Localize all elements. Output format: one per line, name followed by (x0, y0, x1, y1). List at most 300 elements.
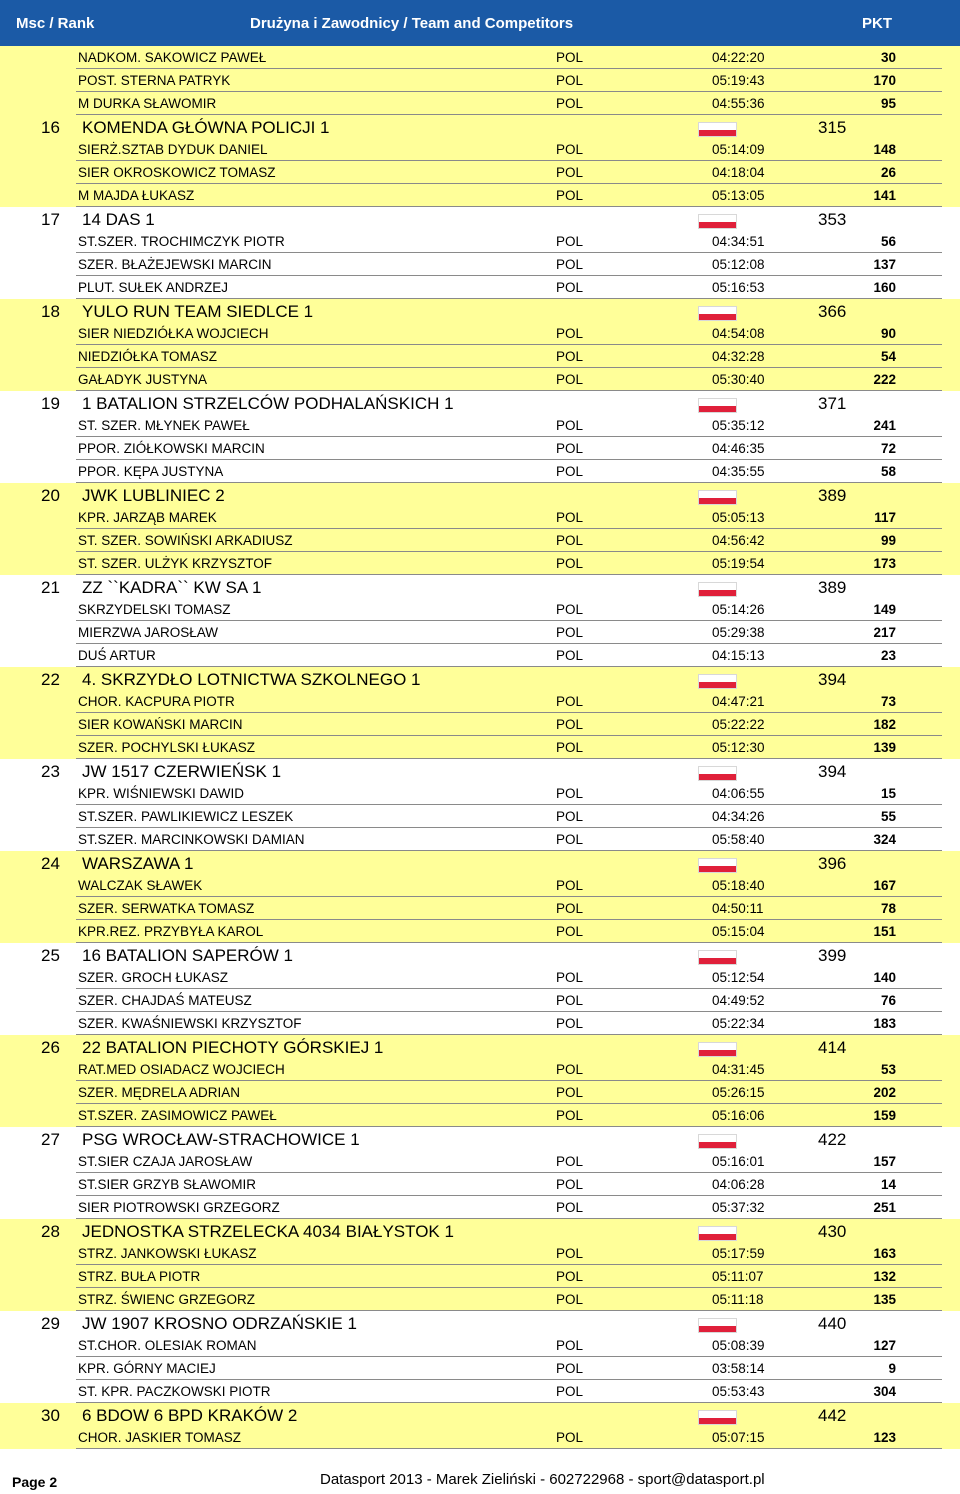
team-row (0, 575, 960, 598)
competitor-time: 04:18:04 (712, 165, 765, 180)
competitor-row (0, 1150, 960, 1173)
team-rank: 27 (41, 1130, 60, 1149)
competitor-nationality: POL (556, 257, 584, 272)
competitor-name: KPR. JARZĄB MAREK (78, 510, 217, 525)
competitor-points: 182 (873, 717, 896, 732)
competitor-time: 04:46:35 (712, 441, 765, 456)
competitor-name: KPR. GÓRNY MACIEJ (78, 1361, 216, 1376)
competitor-name: PLUT. SUŁEK ANDRZEJ (78, 280, 229, 295)
team-rank: 30 (41, 1406, 60, 1425)
competitor-points: 73 (880, 694, 896, 709)
points-column-header: PKT (862, 15, 892, 32)
competitor-time: 05:12:30 (712, 740, 765, 755)
competitor-row (0, 368, 960, 391)
team-row (0, 943, 960, 966)
competitor-name: ST.SIER CZAJA JAROSŁAW (78, 1154, 253, 1169)
team-row (0, 1311, 960, 1334)
competitor-points: 76 (880, 993, 896, 1008)
competitor-nationality: POL (556, 349, 584, 364)
competitor-points: 99 (880, 533, 896, 548)
team-row (0, 115, 960, 138)
competitor-points: 90 (880, 326, 896, 341)
competitor-row (0, 1380, 960, 1403)
competitor-time: 05:17:59 (712, 1246, 765, 1261)
competitor-row (0, 1426, 960, 1449)
competitor-nationality: POL (556, 510, 584, 525)
competitor-points: 160 (873, 280, 896, 295)
competitor-points: 151 (873, 924, 896, 939)
team-row (0, 1035, 960, 1058)
competitor-nationality: POL (556, 441, 584, 456)
competitor-points: 53 (880, 1062, 896, 1077)
competitor-time: 05:16:01 (712, 1154, 765, 1169)
competitor-row (0, 161, 960, 184)
poland-flag-icon (698, 122, 737, 137)
competitor-time: 04:35:55 (712, 464, 765, 479)
footer-credit: Datasport 2013 - Marek Zieliński - 602722968 - sport@datasport.pl (320, 1471, 765, 1488)
competitor-time: 05:14:09 (712, 142, 765, 157)
team-points: 414 (818, 1038, 847, 1057)
competitor-row (0, 345, 960, 368)
competitor-row (0, 1242, 960, 1265)
competitor-nationality: POL (556, 1292, 584, 1307)
competitor-nationality: POL (556, 1338, 584, 1353)
competitor-time: 05:05:13 (712, 510, 765, 525)
poland-flag-icon (698, 306, 737, 321)
competitor-row (0, 690, 960, 713)
competitor-time: 04:49:52 (712, 993, 765, 1008)
competitor-time: 04:47:21 (712, 694, 765, 709)
competitor-time: 05:08:39 (712, 1338, 765, 1353)
competitor-nationality: POL (556, 73, 584, 88)
competitor-row (0, 782, 960, 805)
competitor-points: 159 (873, 1108, 896, 1123)
competitor-time: 05:19:54 (712, 556, 765, 571)
competitor-points: 72 (880, 441, 896, 456)
competitor-nationality: POL (556, 234, 584, 249)
competitor-points: 304 (873, 1384, 896, 1399)
competitor-name: SZER. BŁAŻEJEWSKI MARCIN (78, 257, 272, 272)
competitor-points: 123 (873, 1430, 896, 1445)
competitor-name: ST. SZER. ULŻYK KRZYSZTOF (78, 556, 273, 571)
page-number: Page 2 (12, 1474, 58, 1490)
competitor-time: 05:11:07 (712, 1269, 764, 1284)
competitor-nationality: POL (556, 165, 584, 180)
competitor-points: 117 (874, 510, 896, 525)
team-points: 371 (818, 394, 847, 413)
competitor-row (0, 414, 960, 437)
competitor-name: M MAJDA ŁUKASZ (78, 188, 195, 203)
competitor-name: NIEDZIÓŁKA TOMASZ (78, 349, 218, 364)
competitor-points: 127 (873, 1338, 896, 1353)
competitor-time: 04:22:20 (712, 50, 765, 65)
competitor-nationality: POL (556, 1361, 584, 1376)
competitor-time: 05:14:26 (712, 602, 765, 617)
competitor-name: POST. STERNA PATRYK (78, 73, 231, 88)
team-rank: 21 (41, 578, 60, 597)
competitor-row (0, 276, 960, 299)
competitor-nationality: POL (556, 901, 584, 916)
team-name: ZZ ``KADRA`` KW SA 1 (82, 578, 262, 597)
competitor-nationality: POL (556, 740, 584, 755)
team-points: 440 (818, 1314, 847, 1333)
team-row (0, 299, 960, 322)
competitor-time: 05:19:43 (712, 73, 765, 88)
competitor-nationality: POL (556, 694, 584, 709)
team-points: 442 (818, 1406, 847, 1425)
team-rank: 22 (41, 670, 60, 689)
competitor-nationality: POL (556, 533, 584, 548)
competitor-points: 23 (880, 648, 896, 663)
team-rank: 29 (41, 1314, 60, 1333)
competitor-points: 95 (880, 96, 896, 111)
team-rank: 18 (41, 302, 60, 321)
competitor-name: SIER NIEDZIÓŁKA WOJCIECH (78, 326, 269, 341)
competitor-time: 05:53:43 (712, 1384, 765, 1399)
competitor-points: 139 (873, 740, 896, 755)
team-name: WARSZAWA 1 (82, 854, 194, 873)
competitor-time: 04:06:28 (712, 1177, 765, 1192)
team-row (0, 759, 960, 782)
competitor-name: MIERZWA JAROSŁAW (78, 625, 219, 640)
competitor-points: 140 (873, 970, 896, 985)
competitor-points: 202 (873, 1085, 896, 1100)
competitor-name: ST. KPR. PACZKOWSKI PIOTR (78, 1384, 271, 1399)
team-name: YULO RUN TEAM SIEDLCE 1 (82, 302, 314, 321)
team-points: 315 (818, 118, 847, 137)
team-name: 14 DAS 1 (82, 210, 155, 229)
poland-flag-icon (698, 1042, 737, 1057)
competitor-row (0, 1173, 960, 1196)
competitor-row (0, 1334, 960, 1357)
competitor-points: 137 (873, 257, 896, 272)
competitor-points: 167 (873, 878, 896, 893)
team-name: 4. SKRZYDŁO LOTNICTWA SZKOLNEGO 1 (82, 670, 421, 689)
competitor-row (0, 828, 960, 851)
competitor-nationality: POL (556, 556, 584, 571)
competitor-name: DUŚ ARTUR (78, 648, 156, 663)
competitor-nationality: POL (556, 878, 584, 893)
competitor-row (0, 920, 960, 943)
competitor-points: 30 (880, 50, 896, 65)
competitor-points: 222 (873, 372, 896, 387)
competitor-points: 163 (873, 1246, 896, 1261)
competitor-time: 04:34:26 (712, 809, 765, 824)
competitor-nationality: POL (556, 786, 584, 801)
team-name: JW 1517 CZERWIEŃSK 1 (82, 762, 282, 781)
competitor-points: 183 (873, 1016, 896, 1031)
competitor-time: 05:26:15 (712, 1085, 765, 1100)
competitor-time: 05:12:54 (712, 970, 765, 985)
team-name: JWK LUBLINIEC 2 (82, 486, 225, 505)
competitor-name: SKRZYDELSKI TOMASZ (78, 602, 231, 617)
competitor-name: SIER KOWAŃSKI MARCIN (78, 717, 243, 732)
team-rank: 28 (41, 1222, 60, 1241)
competitor-name: NADKOM. SAKOWICZ PAWEŁ (78, 50, 267, 65)
team-row (0, 1127, 960, 1150)
poland-flag-icon (698, 582, 737, 597)
competitor-time: 04:50:11 (712, 901, 764, 916)
competitor-name: ST.CHOR. OLESIAK ROMAN (78, 1338, 257, 1353)
competitor-row (0, 230, 960, 253)
team-rank: 26 (41, 1038, 60, 1057)
competitor-row (0, 1081, 960, 1104)
competitor-time: 05:16:06 (712, 1108, 765, 1123)
team-points: 389 (818, 578, 847, 597)
competitor-row (0, 1058, 960, 1081)
team-row (0, 483, 960, 506)
competitor-nationality: POL (556, 1246, 584, 1261)
competitor-name: SZER. CHAJDAŚ MATEUSZ (78, 993, 252, 1008)
competitor-row (0, 736, 960, 759)
competitor-nationality: POL (556, 1200, 584, 1215)
team-points: 422 (818, 1130, 847, 1149)
competitor-points: 132 (873, 1269, 896, 1284)
competitor-row (0, 460, 960, 483)
competitor-row (0, 1265, 960, 1288)
competitor-row (0, 713, 960, 736)
competitor-points: 157 (873, 1154, 896, 1169)
competitor-row (0, 253, 960, 276)
competitor-nationality: POL (556, 1016, 584, 1031)
competitor-row (0, 1012, 960, 1035)
competitor-name: STRZ. BUŁA PIOTR (78, 1269, 201, 1284)
team-column-header: Drużyna i Zawodnicy / Team and Competitors (250, 15, 574, 32)
competitor-row (0, 1104, 960, 1127)
competitor-name: CHOR. KACPURA PIOTR (78, 694, 235, 709)
poland-flag-icon (698, 398, 737, 413)
competitor-name: SIER PIOTROWSKI GRZEGORZ (78, 1200, 280, 1215)
competitor-name: PPOR. KĘPA JUSTYNA (78, 464, 224, 479)
team-points: 366 (818, 302, 847, 321)
competitor-time: 05:12:08 (712, 257, 765, 272)
poland-flag-icon (698, 674, 737, 689)
competitor-nationality: POL (556, 993, 584, 1008)
competitor-name: ST. SZER. SOWIŃSKI ARKADIUSZ (78, 533, 293, 548)
team-row (0, 1403, 960, 1426)
competitor-nationality: POL (556, 1430, 584, 1445)
competitor-row (0, 506, 960, 529)
competitor-time: 05:15:04 (712, 924, 765, 939)
competitor-name: SZER. POCHYLSKI ŁUKASZ (78, 740, 256, 755)
competitor-time: 03:58:14 (712, 1361, 765, 1376)
competitor-points: 173 (873, 556, 896, 571)
team-points: 389 (818, 486, 847, 505)
competitor-points: 241 (873, 418, 896, 433)
competitor-nationality: POL (556, 142, 584, 157)
competitor-time: 05:29:38 (712, 625, 765, 640)
competitor-points: 149 (873, 602, 896, 617)
competitor-nationality: POL (556, 648, 584, 663)
competitor-name: ST.SZER. ZASIMOWICZ PAWEŁ (78, 1108, 277, 1123)
competitor-points: 55 (880, 809, 896, 824)
competitor-nationality: POL (556, 418, 584, 433)
team-row (0, 851, 960, 874)
competitor-row (0, 529, 960, 552)
results-list (0, 46, 960, 1449)
competitor-name: M DURKA SŁAWOMIR (78, 96, 217, 111)
competitor-row (0, 874, 960, 897)
competitor-time: 04:06:55 (712, 786, 765, 801)
competitor-nationality: POL (556, 1154, 584, 1169)
poland-flag-icon (698, 1134, 737, 1149)
competitor-row (0, 1196, 960, 1219)
team-name: 1 BATALION STRZELCÓW PODHALAŃSKICH 1 (82, 394, 454, 413)
competitor-row (0, 322, 960, 345)
competitor-row (0, 966, 960, 989)
competitor-time: 04:31:45 (712, 1062, 765, 1077)
team-name: 16 BATALION SAPERÓW 1 (82, 946, 293, 965)
competitor-points: 251 (873, 1200, 896, 1215)
competitor-nationality: POL (556, 602, 584, 617)
competitor-points: 170 (873, 73, 896, 88)
competitor-points: 9 (888, 1361, 896, 1376)
competitor-nationality: POL (556, 464, 584, 479)
competitor-nationality: POL (556, 809, 584, 824)
competitor-time: 05:18:40 (712, 878, 765, 893)
competitor-name: SZER. SERWATKA TOMASZ (78, 901, 255, 916)
competitor-points: 54 (880, 349, 896, 364)
competitor-time: 04:32:28 (712, 349, 765, 364)
competitor-name: ST.SIER GRZYB SŁAWOMIR (78, 1177, 257, 1192)
competitor-nationality: POL (556, 1384, 584, 1399)
competitor-points: 56 (880, 234, 896, 249)
competitor-time: 04:15:13 (712, 648, 765, 663)
team-rank: 25 (41, 946, 60, 965)
team-points: 399 (818, 946, 847, 965)
competitor-name: ST.SZER. TROCHIMCZYK PIOTR (78, 234, 285, 249)
poland-flag-icon (698, 950, 737, 965)
competitor-time: 05:30:40 (712, 372, 765, 387)
competitor-nationality: POL (556, 1085, 584, 1100)
competitor-nationality: POL (556, 372, 584, 387)
competitor-nationality: POL (556, 832, 584, 847)
competitor-points: 148 (873, 142, 896, 157)
competitor-time: 05:11:18 (712, 1292, 764, 1307)
team-name: 22 BATALION PIECHOTY GÓRSKIEJ 1 (82, 1038, 384, 1057)
competitor-points: 14 (880, 1177, 896, 1192)
competitor-time: 05:07:15 (712, 1430, 765, 1445)
competitor-row (0, 897, 960, 920)
competitor-nationality: POL (556, 1108, 584, 1123)
poland-flag-icon (698, 1226, 737, 1241)
competitor-time: 05:13:05 (712, 188, 765, 203)
poland-flag-icon (698, 1318, 737, 1333)
team-row (0, 391, 960, 414)
competitor-points: 324 (873, 832, 896, 847)
competitor-time: 04:56:42 (712, 533, 765, 548)
competitor-nationality: POL (556, 717, 584, 732)
competitor-name: STRZ. ŚWIENC GRZEGORZ (78, 1292, 255, 1307)
competitor-nationality: POL (556, 1062, 584, 1077)
team-points: 394 (818, 762, 847, 781)
team-rank: 23 (41, 762, 60, 781)
competitor-nationality: POL (556, 96, 584, 111)
poland-flag-icon (698, 766, 737, 781)
competitor-name: WALCZAK SŁAWEK (78, 878, 203, 893)
team-name: 6 BDOW 6 BPD KRAKÓW 2 (82, 1406, 298, 1425)
competitor-nationality: POL (556, 1269, 584, 1284)
team-points: 394 (818, 670, 847, 689)
competitor-name: SIERŻ.SZTAB DYDUK DANIEL (78, 142, 268, 157)
competitor-name: RAT.MED OSIADACZ WOJCIECH (78, 1062, 285, 1077)
competitor-time: 04:55:36 (712, 96, 765, 111)
competitor-name: ST.SZER. PAWLIKIEWICZ LESZEK (78, 809, 294, 824)
team-name: JEDNOSTKA STRZELECKA 4034 BIAŁYSTOK 1 (82, 1222, 454, 1241)
competitor-time: 05:22:22 (712, 717, 765, 732)
competitor-points: 26 (880, 165, 896, 180)
competitor-name: KPR. WIŚNIEWSKI DAWID (78, 786, 245, 801)
competitor-name: ST. SZER. MŁYNEK PAWEŁ (78, 418, 250, 433)
competitor-row (0, 1288, 960, 1311)
results-header (0, 0, 960, 46)
competitor-nationality: POL (556, 970, 584, 985)
team-name: PSG WROCŁAW-STRACHOWICE 1 (82, 1130, 360, 1149)
competitor-nationality: POL (556, 280, 584, 295)
team-rank: 20 (41, 486, 60, 505)
competitor-nationality: POL (556, 188, 584, 203)
competitor-points: 15 (880, 786, 896, 801)
competitor-points: 217 (873, 625, 896, 640)
team-name: JW 1907 KROSNO ODRZAŃSKIE 1 (82, 1314, 357, 1333)
team-row (0, 667, 960, 690)
competitor-name: SZER. MĘDRELA ADRIAN (78, 1085, 241, 1100)
competitor-name: ST.SZER. MARCINKOWSKI DAMIAN (78, 832, 305, 847)
competitor-row (0, 1357, 960, 1380)
team-points: 353 (818, 210, 847, 229)
competitor-nationality: POL (556, 1177, 584, 1192)
competitor-points: 135 (873, 1292, 896, 1307)
competitor-row (0, 138, 960, 161)
team-row (0, 1219, 960, 1242)
competitor-nationality: POL (556, 625, 584, 640)
competitor-points: 78 (880, 901, 896, 916)
competitor-time: 05:16:53 (712, 280, 765, 295)
team-rank: 24 (41, 854, 60, 873)
competitor-time: 04:54:08 (712, 326, 765, 341)
poland-flag-icon (698, 214, 737, 229)
competitor-time: 05:35:12 (712, 418, 765, 433)
poland-flag-icon (698, 490, 737, 505)
competitor-row (0, 621, 960, 644)
competitor-time: 05:58:40 (712, 832, 765, 847)
competitor-name: CHOR. JASKIER TOMASZ (78, 1430, 242, 1445)
competitor-name: SZER. GROCH ŁUKASZ (78, 970, 229, 985)
competitor-name: SZER. KWAŚNIEWSKI KRZYSZTOF (78, 1016, 302, 1031)
team-name: KOMENDA GŁÓWNA POLICJI 1 (82, 118, 330, 137)
competitor-points: 141 (873, 188, 896, 203)
competitor-time: 04:34:51 (712, 234, 765, 249)
poland-flag-icon (698, 1410, 737, 1425)
competitor-row (0, 644, 960, 667)
competitor-row (0, 989, 960, 1012)
competitor-nationality: POL (556, 924, 584, 939)
competitor-row (0, 184, 960, 207)
competitor-row (0, 552, 960, 575)
competitor-name: GAŁADYK JUSTYNA (78, 372, 208, 387)
competitor-time: 05:22:34 (712, 1016, 765, 1031)
competitor-name: KPR.REZ. PRZYBYŁA KAROL (78, 924, 264, 939)
team-points: 430 (818, 1222, 847, 1241)
competitor-row (0, 598, 960, 621)
team-rank: 17 (41, 210, 60, 229)
competitor-row (0, 92, 960, 115)
competitor-row (0, 805, 960, 828)
competitor-name: STRZ. JANKOWSKI ŁUKASZ (78, 1246, 257, 1261)
competitor-points: 58 (880, 464, 896, 479)
team-row (0, 207, 960, 230)
poland-flag-icon (698, 858, 737, 873)
